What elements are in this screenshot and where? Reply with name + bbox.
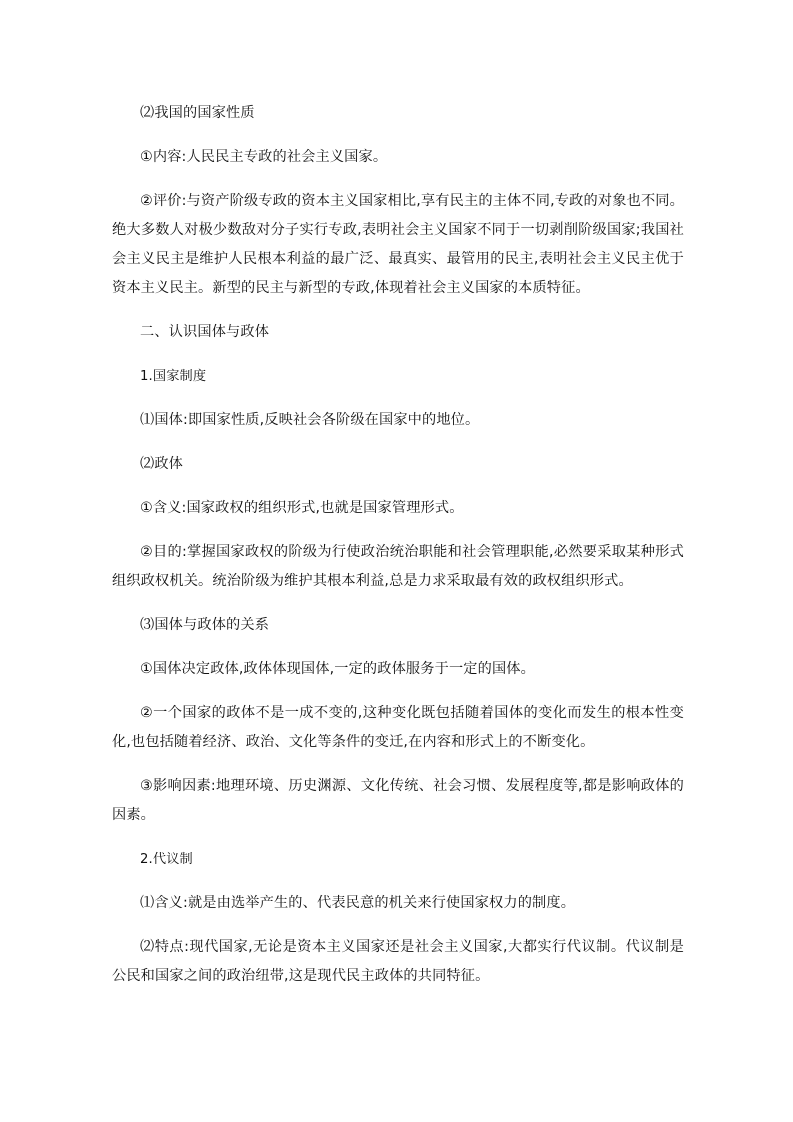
subheading-representative-system: 2.代议制	[140, 852, 193, 867]
subheading-zhengti: ⑵政体	[140, 456, 184, 472]
document-page	[112, 99, 684, 1006]
subheading-relationship: ⑶国体与政体的关系	[140, 617, 270, 633]
paragraph-guoti: ⑴国体:即国家性质,反映社会各阶级在国家中的地位。	[140, 412, 480, 428]
paragraph-influence-factors: ③影响因素:地理环境、历史渊源、文化传统、社会习惯、发展程度等,都是影响政体的因素。	[112, 778, 684, 823]
paragraph-representative-meaning: ⑴含义:就是由选举产生的、代表民意的机关来行使国家权力的制度。	[140, 895, 576, 911]
paragraph-zhengti-purpose: ②目的:掌握国家政权的阶级为行使政治统治职能和社会管理职能,必然要采取某种形式组织政权机关。统治阶级为维护其根本利益,总是力求采取最有效的政权组织形式。	[112, 544, 684, 589]
paragraph-relationship-1: ①国体决定政体,政体体现国体,一定的政体服务于一定的国体。	[140, 661, 535, 677]
subheading-national-nature: ⑵我国的国家性质	[140, 105, 255, 121]
paragraph-evaluation: ②评价:与资产阶级专政的资本主义国家相比,享有民主的主体不同,专政的对象也不同。绝大多数人对极少数敌对分子实行专政,表明社会主义国家不同于一切剥削阶级国家;我国社会主义民主是维护人民根本利益的最广泛、最真实、最管用的民主,表明社会主义民主优于资本主义民主。新型的民主与新型的专政,体现着社会主义国家的本质特征。	[112, 193, 684, 296]
paragraph-content: ①内容:人民民主专政的社会主义国家。	[140, 149, 388, 165]
subheading-state-system: 1.国家制度	[140, 369, 207, 384]
paragraph-zhengti-meaning: ①含义:国家政权的组织形式,也就是国家管理形式。	[140, 500, 464, 516]
paragraph-representative-features: ⑵特点:现代国家,无论是资本主义国家还是社会主义国家,大都实行代议制。代议制是公民和国家之间的政治纽带,这是现代民主政体的共同特征。	[112, 939, 684, 984]
paragraph-relationship-2: ②一个国家的政体不是一成不变的,这种变化既包括随着国体的变化而发生的根本性变化,也包括随着经济、政治、文化等条件的变迁,在内容和形式上的不断变化。	[112, 705, 684, 750]
section-heading-2: 二、认识国体与政体	[140, 324, 270, 340]
